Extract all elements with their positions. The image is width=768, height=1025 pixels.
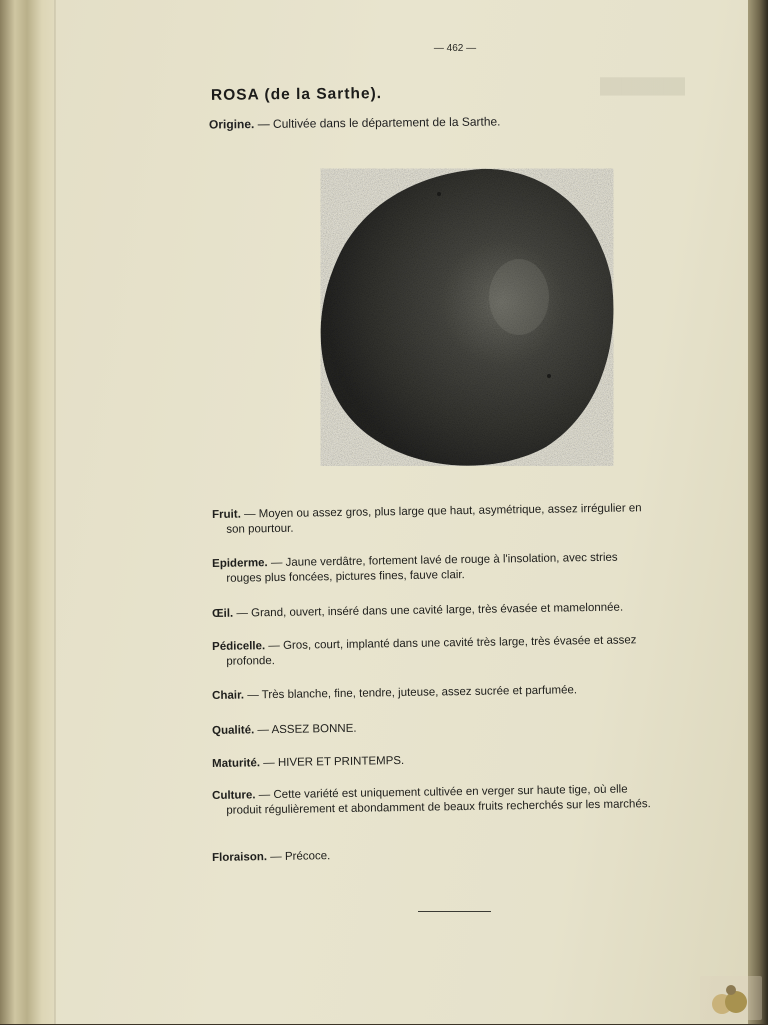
apple-photograph xyxy=(306,167,616,470)
entry-text: — ASSEZ BONNE. xyxy=(254,722,357,737)
entry-text: — HIVER ET PRINTEMPS. xyxy=(259,754,405,770)
entry-text: — Précoce. xyxy=(266,850,331,864)
entry-text: — Moyen ou assez gros, plus large que haut, asymétrique, assez irrégulier en xyxy=(240,502,642,521)
section-divider xyxy=(418,911,491,912)
entry-text: — Cette variété est uniquement cultivée en verger sur haute tige, où elle xyxy=(255,783,628,802)
entry-text: — Jaune verdâtre, fortement lavé de rouge à l'insolation, avec stries xyxy=(267,551,618,570)
entry-label: Chair. xyxy=(212,689,245,702)
entry-label: Fruit. xyxy=(212,508,241,521)
entry-text-continued: son pourtour. xyxy=(226,522,294,536)
entry-label: Qualité. xyxy=(212,724,255,737)
entry-label: Œil. xyxy=(212,607,234,620)
origin-text: — Cultivée dans le département de la Sarthe. xyxy=(254,114,501,132)
entry-label: Culture. xyxy=(212,789,256,802)
fruit-thumbnail-icon xyxy=(700,976,762,1020)
origin-label: Origine. xyxy=(208,117,255,132)
page-title: ROSA (de la Sarthe). xyxy=(210,85,383,104)
entry-label: Floraison. xyxy=(212,851,268,864)
entry-text: — Gros, court, implanté dans une cavité très large, très évasée et assez xyxy=(265,634,637,653)
corner-watermark xyxy=(700,976,762,1020)
entry-text-continued: rouges plus foncées, pictures fines, fauve clair. xyxy=(226,569,465,585)
show-through-text: ████████ xyxy=(600,78,686,95)
entry-text: — Très blanche, fine, tendre, juteuse, assez sucrée et parfumée. xyxy=(243,684,578,702)
book-spine-shadow xyxy=(748,0,768,1024)
page-number: — 462 — xyxy=(433,43,477,54)
entry-label: Maturité. xyxy=(212,757,261,770)
entry-label: Pédicelle. xyxy=(212,640,266,653)
book-page-stack xyxy=(0,0,60,1024)
entry-text-continued: profonde. xyxy=(226,655,276,668)
entry-label: Epiderme. xyxy=(212,557,268,570)
entry-text-continued: produit régulièrement et abondamment de beaux fruits recherchés sur les marchés. xyxy=(226,798,651,817)
entry-text: — Grand, ouvert, inséré dans une cavité large, très évasée et mamelonnée. xyxy=(233,601,624,620)
